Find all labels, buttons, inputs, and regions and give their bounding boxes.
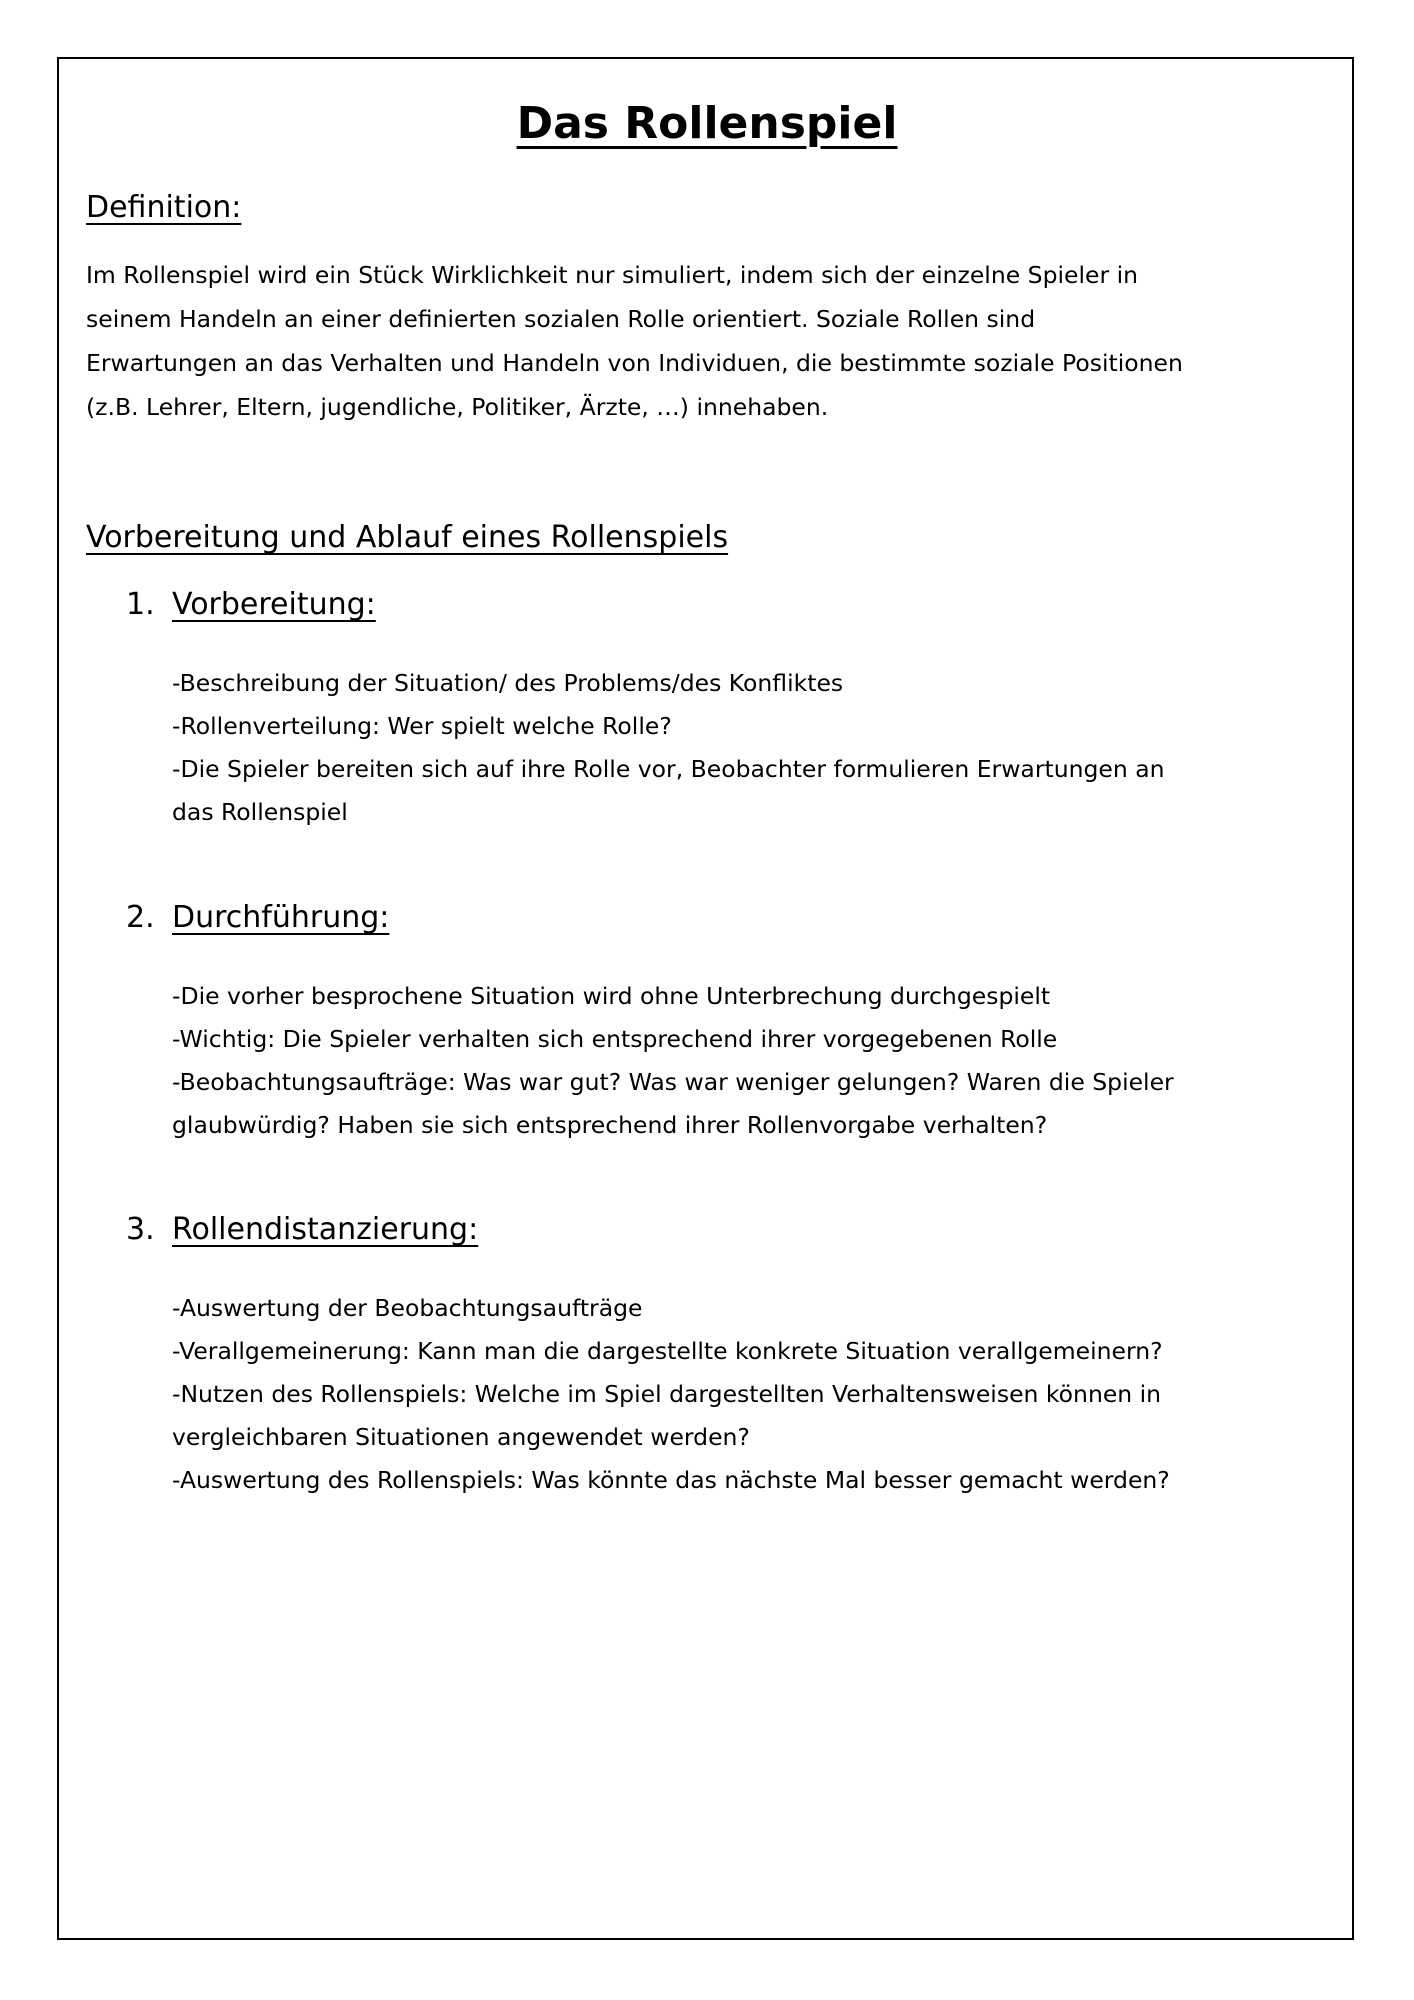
step-execution [126, 898, 1326, 1147]
step-title: Rollendistanzierung: [172, 1212, 479, 1247]
step-preparation [126, 585, 1326, 834]
document-title [0, 94, 1414, 154]
procedure-heading: Vorbereitung und Ablauf eines Rollenspiels [86, 520, 729, 555]
step-heading [126, 1210, 1326, 1250]
step-line: vergleichbaren Situationen angewendet werden? [172, 1423, 750, 1451]
step-title: Durchführung: [172, 900, 390, 935]
step-lines [172, 1287, 1326, 1502]
step-line: -Verallgemeinerung: Kann man die dargestellte konkrete Situation verallgemeinern? [172, 1337, 1163, 1365]
step-line: -Beobachtungsaufträge: Was war gut? Was war weniger gelungen? Waren die Spieler [172, 1068, 1174, 1096]
step-number: 2. [126, 900, 155, 935]
step-line: -Beschreibung der Situation/ des Problems/des Konfliktes [172, 669, 844, 697]
step-title: Vorbereitung: [172, 587, 376, 622]
step-line: -Auswertung der Beobachtungsaufträge [172, 1294, 643, 1322]
step-line: -Die Spieler bereiten sich auf ihre Rolle vor, Beobachter formulieren Erwartungen an [172, 755, 1165, 783]
step-line: glaubwürdig? Haben sie sich entsprechend ihrer Rollenvorgabe verhalten? [172, 1111, 1048, 1139]
definition-line: Im Rollenspiel wird ein Stück Wirklichkeit nur simuliert, indem sich der einzelne Spieler in [86, 261, 1139, 289]
step-number: 1. [126, 587, 155, 622]
document-title-text: Das Rollenspiel [516, 98, 898, 149]
step-line: -Rollenverteilung: Wer spielt welche Rolle? [172, 712, 672, 740]
step-role-distancing [126, 1210, 1326, 1502]
definition-heading: Definition: [86, 190, 242, 225]
step-heading [126, 898, 1326, 938]
step-line: -Wichtig: Die Spieler verhalten sich entsprechend ihrer vorgegebenen Rolle [172, 1025, 1058, 1053]
step-lines [172, 975, 1326, 1147]
step-heading [126, 585, 1326, 625]
step-line: -Die vorher besprochene Situation wird ohne Unterbrechung durchgespielt [172, 982, 1051, 1010]
step-line: -Nutzen des Rollenspiels: Welche im Spiel dargestellten Verhaltensweisen können in [172, 1380, 1162, 1408]
definition-line: seinem Handeln an einer definierten sozialen Rolle orientiert. Soziale Rollen sind [86, 305, 1036, 333]
definition-text [86, 253, 1336, 429]
step-line: das Rollenspiel [172, 798, 348, 826]
step-line: -Auswertung des Rollenspiels: Was könnte das nächste Mal besser gemacht werden? [172, 1466, 1170, 1494]
definition-line: Erwartungen an das Verhalten und Handeln von Individuen, die bestimmte soziale Positionen [86, 349, 1183, 377]
step-number: 3. [126, 1212, 155, 1247]
definition-line: (z.B. Lehrer, Eltern, jugendliche, Politiker, Ärzte, …) innehaben. [86, 393, 829, 421]
step-lines [172, 662, 1326, 834]
